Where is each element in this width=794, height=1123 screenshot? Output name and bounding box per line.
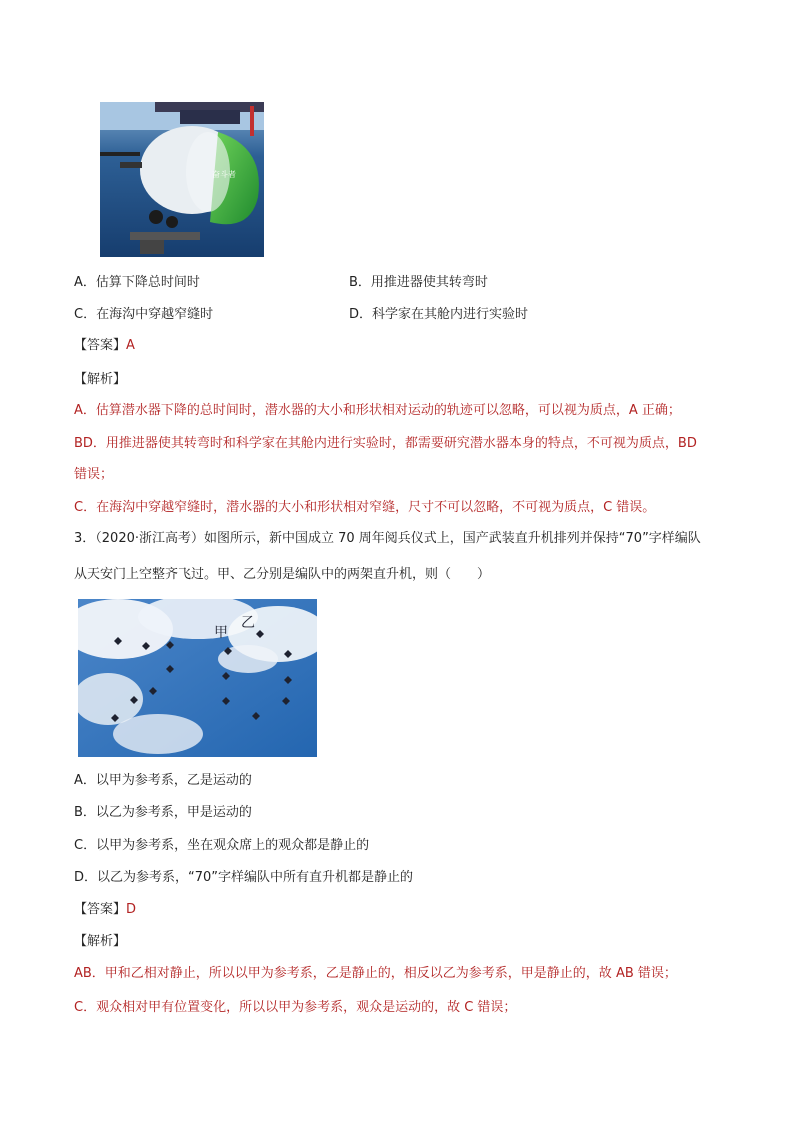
- q2-answer-value: A: [126, 338, 135, 353]
- q3-stem-line-2: 从天安门上空整齐飞过。甲、乙分别是编队中的两架直升机，则（ ）: [74, 567, 491, 582]
- q3-analysis-line-2: C．观众相对甲有位置变化，所以以甲为参考系，观众是运动的，故 C 错误；: [74, 1000, 517, 1015]
- helicopter-formation-image: [78, 599, 317, 757]
- submarine-image: [100, 102, 264, 257]
- q3-answer: [74, 898, 136, 917]
- q2-option-d: D．科学家在其舱内进行实验时: [349, 307, 529, 322]
- q2-analysis-label: 【解析】: [74, 372, 127, 387]
- q2-option-c: C．在海沟中穿越窄缝时: [74, 307, 214, 322]
- q3-option-d: D．以乙为参考系，“70”字样编队中所有直升机都是静止的: [74, 870, 414, 885]
- q2-answer: [74, 334, 135, 353]
- q2-option-b: B．用推进器使其转弯时: [349, 275, 488, 290]
- q2-analysis-line-2: BD．用推进器使其转弯时和科学家在其舱内进行实验时，都需要研究潜水器本身的特点，不可视为质点，BD: [74, 436, 697, 451]
- q3-answer-label: 【答案】: [74, 902, 127, 917]
- q2-analysis-line-1: A．估算潜水器下降的总时间时，潜水器的大小和形状相对运动的轨迹可以忽略，可以视为质点，A 正确；: [74, 403, 681, 418]
- label-jia: 甲: [214, 625, 228, 641]
- q3-analysis-line-1: AB．甲和乙相对静止，所以以甲为参考系，乙是静止的，相反以乙为参考系，甲是静止的，故 AB 错误；: [74, 966, 677, 981]
- q2-analysis-line-3: 错误；: [74, 467, 114, 482]
- q2-option-a: A．估算下降总时间时: [74, 275, 200, 290]
- q2-analysis-line-4: C．在海沟中穿越窄缝时，潜水器的大小和形状相对窄缝，尺寸不可以忽略，不可视为质点，C 错误。: [74, 500, 656, 515]
- q3-option-b: B．以乙为参考系，甲是运动的: [74, 805, 252, 820]
- submarine-hull-label: 奋斗者: [212, 170, 236, 179]
- q3-option-c: C．以甲为参考系，坐在观众席上的观众都是静止的: [74, 838, 370, 853]
- q3-answer-value: D: [126, 902, 137, 917]
- q3-analysis-label: 【解析】: [74, 934, 127, 949]
- q2-answer-label: 【答案】: [74, 338, 127, 353]
- q3-option-a: A．以甲为参考系，乙是运动的: [74, 773, 252, 788]
- q3-stem-line-1: 3．（2020·浙江高考）如图所示，新中国成立 70 周年阅兵仪式上，国产武装直升机排列并保持“70”字样编队: [74, 531, 701, 546]
- label-yi: 乙: [241, 615, 255, 631]
